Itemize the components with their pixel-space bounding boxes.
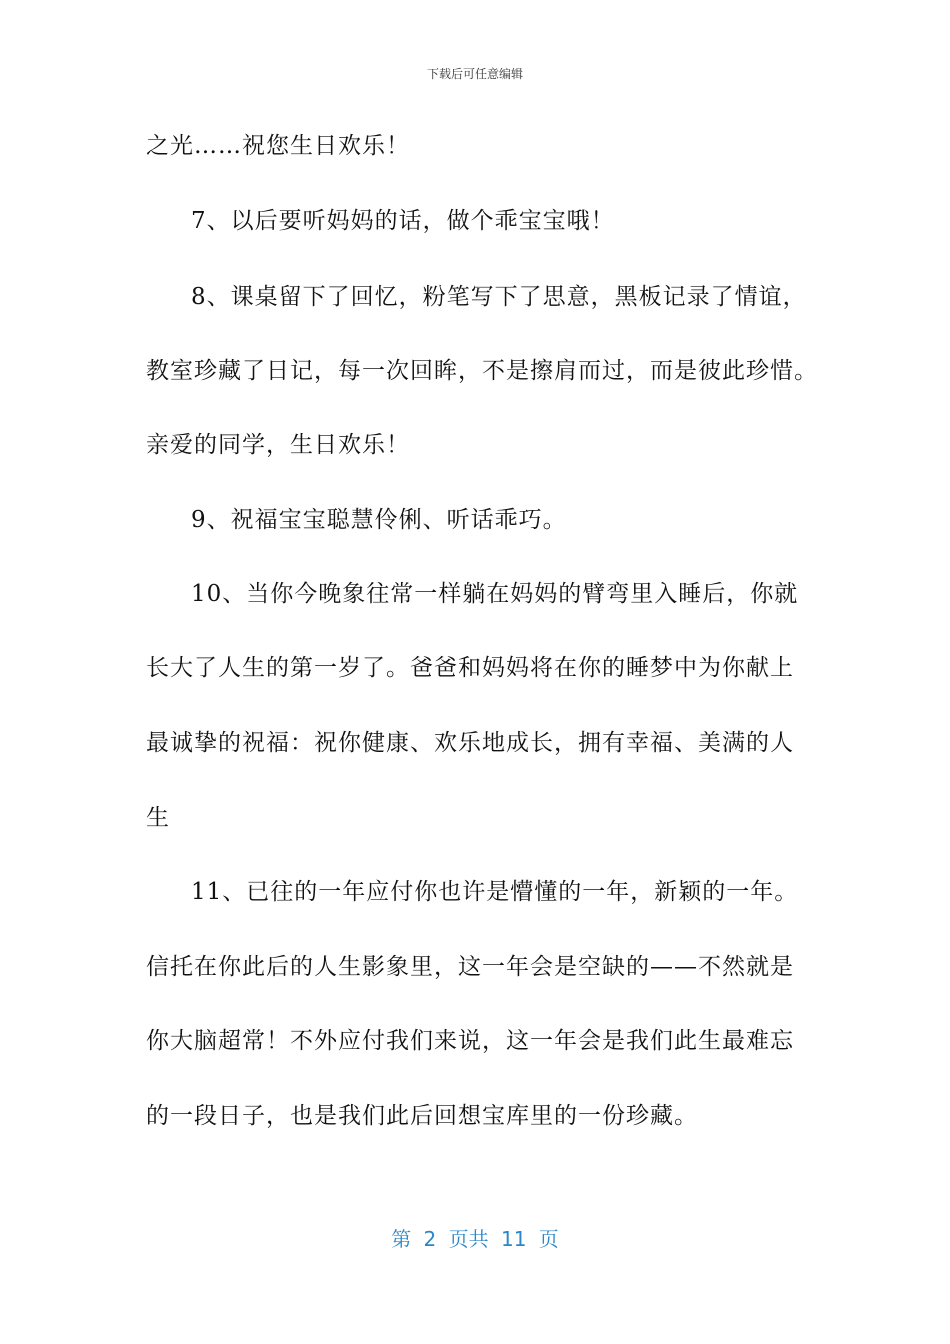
list-item: 7、以后要听妈妈的话，做个乖宝宝哦！ (191, 208, 615, 234)
list-item: 10、当你今晚象往常一样躺在妈妈的臂弯里入睡后，你就 (191, 581, 799, 607)
list-item: 11、已往的一年应付你也许是懵懂的一年，新颖的一年。 (191, 879, 799, 905)
page-footer (0, 1225, 950, 1253)
text-line: 之光……祝您生日欢乐！ (146, 133, 410, 159)
text-line: 亲爱的同学，生日欢乐！ (146, 432, 410, 458)
text-line: 生 (146, 805, 170, 831)
list-item: 9、祝福宝宝聪慧伶俐、听话乖巧。 (191, 507, 567, 533)
text-line: 的一段日子，也是我们此后回想宝库里的一份珍藏。 (146, 1103, 698, 1129)
list-item: 8、课桌留下了回忆，粉笔写下了思意，黑板记录了情谊， (191, 284, 807, 310)
text-line: 最诚挚的祝福：祝你健康、欢乐地成长，拥有幸福、美满的人 (146, 730, 794, 756)
page-number: 第 2 页共 11 页 (391, 1227, 559, 1251)
page-header: 下载后可任意编辑 (426, 67, 523, 81)
text-line: 长大了人生的第一岁了。爸爸和妈妈将在你的睡梦中为你献上 (146, 655, 794, 681)
text-line: 信托在你此后的人生影象里，这一年会是空缺的——不然就是 (146, 954, 794, 980)
text-line: 你大脑超常！不外应付我们来说，这一年会是我们此生最难忘 (146, 1028, 794, 1054)
text-line: 教室珍藏了日记，每一次回眸，不是擦肩而过，而是彼此珍惜。 (146, 358, 818, 384)
